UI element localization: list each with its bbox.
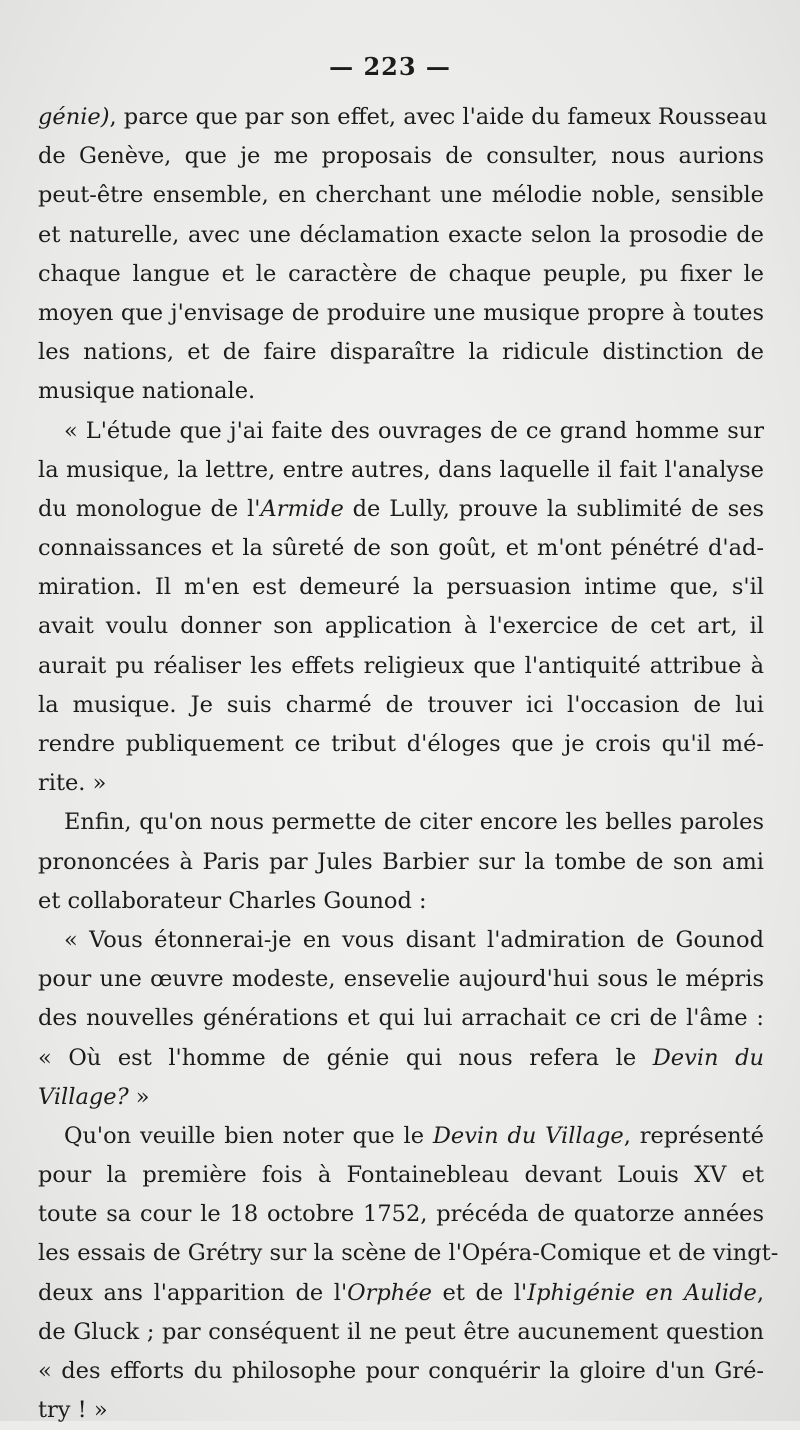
page-number: — 223 — (329, 52, 451, 81)
text-segment: les essais de Grétry sur la scène de l'Opéra-Comique et de vingt- (38, 1240, 779, 1267)
text-line (38, 98, 768, 137)
text-line (38, 764, 764, 803)
text-segment: deux ans l'apparition de l' (38, 1279, 348, 1306)
text-segment: chaque langue et le caractère de chaque peuple, pu fixer le (38, 260, 764, 287)
text-segment: connaissances et la sûreté de son goût, et m'ont pénétré d'ad- (38, 535, 764, 562)
text-segment: pour une œuvre modeste, ensevelie aujourd'hui sous le mépris (38, 966, 764, 993)
text-line (38, 1039, 764, 1078)
text-line (38, 568, 764, 607)
text-segment: aurait pu réaliser les effets religieux que l'antiquité attribue à (38, 652, 764, 679)
text-segment: Orphée (347, 1279, 432, 1306)
text-segment: de Genève, que je me proposais de consulter, nous aurions (38, 143, 764, 170)
text-segment: » (128, 1083, 150, 1110)
text-line (38, 412, 764, 451)
text-segment: les nations, et de faire disparaître la ridicule distinction de (38, 339, 764, 366)
text-segment: musique nationale. (38, 378, 256, 405)
text-segment: Village? (38, 1083, 129, 1110)
text-line (38, 529, 764, 568)
body-text (38, 98, 779, 1430)
text-line (38, 647, 764, 686)
text-segment: rendre publiquement ce tribut d'éloges que je crois qu'il mé- (38, 731, 764, 757)
text-line (38, 999, 764, 1038)
text-line (38, 333, 764, 372)
text-segment: la musique, la lettre, entre autres, dans laquelle il fait l'analyse (38, 456, 764, 483)
text-segment: Enfin, qu'on nous permette de citer encore les belles paroles (64, 809, 764, 836)
text-segment: et de l' (431, 1279, 528, 1306)
text-line (38, 490, 764, 529)
text-line (38, 176, 764, 215)
text-line (38, 1352, 764, 1391)
text-segment: rite. » (38, 770, 107, 797)
text-segment: et naturelle, avec une déclamation exacte selon la prosodie de (38, 221, 764, 248)
text-line (38, 255, 764, 294)
text-segment: Iphigénie en Aulide (527, 1279, 757, 1306)
text-line (38, 451, 764, 490)
text-line (38, 1234, 779, 1273)
text-segment: moyen que j'envisage de produire une musique propre à toutes (38, 299, 764, 326)
text-line (38, 1391, 764, 1430)
text-segment: génie) (38, 104, 110, 130)
text-line (38, 1117, 764, 1156)
text-line (38, 137, 764, 176)
text-segment: , représenté (623, 1122, 764, 1149)
text-line (38, 607, 764, 646)
text-segment: la musique. Je suis charmé de trouver ici l'occasion de lui (38, 691, 764, 718)
text-line (38, 1078, 764, 1117)
text-line (38, 843, 764, 882)
text-line (38, 294, 764, 333)
text-segment: try ! » (38, 1397, 108, 1424)
text-segment: miration. Il m'en est demeuré la persuasion intime que, s'il (38, 574, 764, 601)
text-line (38, 1274, 764, 1313)
text-segment: « Où est l'homme de génie qui nous refera le (38, 1044, 653, 1071)
text-segment: des nouvelles générations et qui lui arrachait ce cri de l'âme : (38, 1005, 764, 1032)
text-segment: de Gluck ; par conséquent il ne peut être aucunement question (38, 1318, 764, 1345)
text-line (38, 216, 764, 255)
text-segment: prononcées à Paris par Jules Barbier sur la tombe de son ami (38, 848, 764, 875)
text-segment: « des efforts du philosophe pour conquérir la gloire d'un Gré- (38, 1358, 764, 1384)
text-line (38, 686, 764, 725)
text-segment: peut-être ensemble, en cherchant une mélodie noble, sensible (38, 182, 764, 209)
text-line (38, 921, 764, 960)
text-segment: « L'étude que j'ai faite des ouvrages de ce grand homme sur (64, 417, 764, 444)
text-line (38, 803, 764, 842)
text-segment: « Vous étonnerai-je en vous disant l'admiration de Gounod (64, 926, 764, 953)
text-line (38, 1195, 764, 1234)
text-line (38, 1313, 764, 1352)
text-line (38, 882, 764, 921)
text-segment: pour la première fois à Fontainebleau devant Louis XV et (38, 1162, 764, 1189)
text-segment: Armide (260, 495, 344, 522)
text-segment: et collaborateur Charles Gounod : (38, 887, 427, 914)
text-segment: du monologue de l' (38, 495, 261, 522)
text-line (38, 725, 764, 764)
text-segment: de Lully, prouve la sublimité de ses (343, 495, 764, 522)
text-segment: Devin du Village (432, 1122, 624, 1149)
text-line (38, 1156, 764, 1195)
text-segment: toute sa cour le 18 octobre 1752, précéda de quatorze années (38, 1201, 764, 1228)
text-segment: , parce que par son effet, avec l'aide du fameux Rousseau (109, 104, 768, 130)
text-line (38, 960, 764, 999)
text-segment: avait voulu donner son application à l'exercice de cet art, il (38, 613, 764, 640)
text-segment: , (756, 1279, 764, 1306)
text-segment: Devin du (652, 1044, 764, 1071)
text-segment: Qu'on veuille bien noter que le (64, 1122, 433, 1149)
text-line (38, 372, 764, 411)
